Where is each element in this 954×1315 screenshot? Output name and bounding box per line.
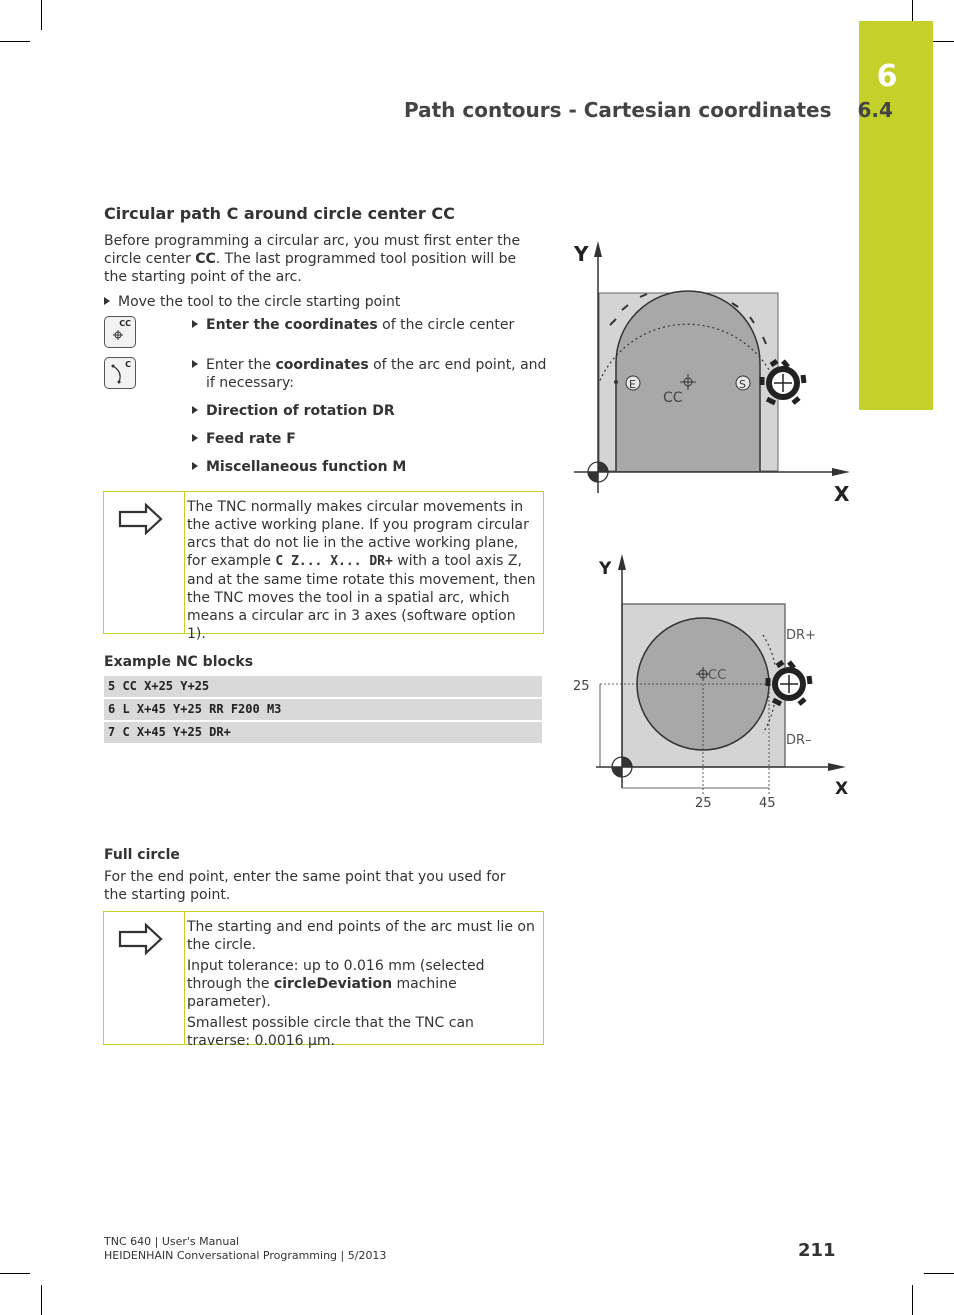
cc-key-icon: CC (104, 316, 136, 348)
full-circle-text: For the end point, enter the same point that you used for the starting point. (104, 869, 506, 903)
section-heading: Circular path C around circle center CC (104, 204, 455, 223)
y-axis-label: Y (574, 242, 589, 266)
note-text: The starting and end points of the arc must lie on the circle. Input tolerance: up to 0.016 mm (selected through the circleDeviation machine parameter). Smallest possible circle that the TNC can traverse: 0.0016 µm. (187, 919, 535, 1049)
x-dimension-label: 45 (759, 796, 776, 811)
step-direction: Direction of rotation DR (192, 402, 537, 420)
step-misc-function: Miscellaneous function M (192, 458, 537, 476)
chapter-number: 6 (876, 59, 898, 94)
footer: TNC 640 | User's Manual HEIDENHAIN Conversational Programming | 5/2013 (104, 1235, 387, 1262)
crop-mark (0, 1273, 30, 1274)
crop-mark (924, 1273, 954, 1274)
intro-paragraph: Before programming a circular arc, you must first enter the circle center CC. The last programmed tool position will be the starting point of the arc. (104, 233, 521, 285)
figure-circular-path (560, 235, 860, 510)
crop-mark (912, 1285, 913, 1315)
step-feed-rate: Feed rate F (192, 430, 537, 448)
end-point-label: E (629, 378, 636, 391)
cc-label: CC (708, 668, 727, 683)
bullet-move-tool: Move the tool to the circle starting point (104, 293, 536, 311)
x-dimension-label: 25 (695, 796, 712, 811)
section-title: Path contours - Cartesian coordinates (404, 98, 832, 122)
running-header (404, 98, 893, 122)
cc-label: CC (663, 390, 683, 406)
crop-mark (41, 0, 42, 30)
dr-minus-label: DR– (786, 733, 812, 748)
chapter-tab (859, 21, 933, 410)
c-key-icon: C (104, 357, 136, 389)
nc-block: 6 L X+45 Y+25 RR F200 M3 (104, 699, 542, 720)
step-enter-coordinates: Enter the coordinates of the circle center (192, 316, 537, 334)
x-axis-label: X (834, 482, 850, 506)
page-number: 211 (798, 1240, 836, 1261)
crop-mark (0, 41, 30, 42)
dr-plus-label: DR+ (786, 628, 816, 643)
full-circle-heading: Full circle (104, 847, 180, 863)
note-text: The TNC normally makes circular movements in the active working plane. If you program circular arcs that do not lie in the active working plane, for example C Z... X... DR+ with a tool axis Z, and at the same time rotate this movement, then the TNC moves the tool in a spatial arc, which means a circular arc in 3 axes (software option 1). (187, 499, 536, 642)
note-arrow-icon (118, 502, 164, 536)
x-axis-label: X (835, 779, 849, 799)
note-arrow-icon (118, 922, 164, 956)
nc-block: 7 C X+45 Y+25 DR+ (104, 722, 542, 743)
start-point-label: S (739, 378, 746, 391)
figure-full-circle (570, 550, 860, 815)
note-box (103, 911, 544, 1049)
crop-mark (41, 1285, 42, 1315)
example-heading: Example NC blocks (104, 654, 254, 670)
section-number: 6.4 (857, 98, 893, 122)
step-end-point: Enter the coordinates of the arc end point, and if necessary: (192, 356, 551, 392)
note-box (103, 491, 544, 642)
y-axis-label: Y (599, 559, 612, 579)
nc-block: 5 CC X+25 Y+25 (104, 676, 542, 697)
y-dimension-label: 25 (573, 679, 590, 694)
